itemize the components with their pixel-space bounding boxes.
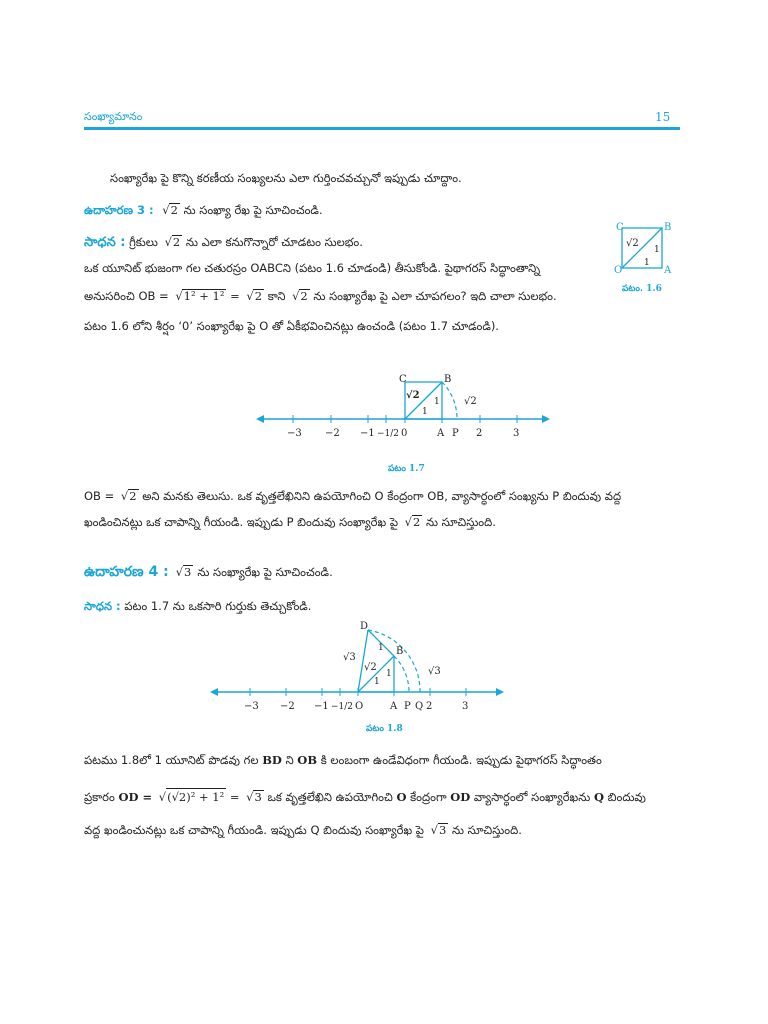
od-label: OD =: [118, 790, 153, 804]
figure-1-7: [256, 370, 550, 450]
tick-label-2: 2: [426, 701, 433, 712]
tick-label-3: 3: [462, 701, 469, 712]
example-4: [84, 564, 333, 580]
ob-label: √2: [364, 662, 377, 673]
equals-sign: =: [230, 289, 240, 303]
od-label: √3: [343, 652, 356, 663]
solution-4: [84, 598, 311, 614]
vertex-a: A: [664, 265, 672, 276]
solution-3-text-b: ను ఎలా కనుగొన్నారో చూడటం సులభం.: [185, 235, 363, 249]
equals-sign: =: [229, 790, 240, 804]
arc-ob-to-p: [442, 382, 457, 419]
side-label-oa: 1: [644, 258, 650, 268]
ob-line-2-root: √ 2: [412, 515, 423, 529]
tick-label-minus-half: −1/2: [331, 702, 354, 712]
page-number: 15: [655, 110, 671, 124]
left-arrow-icon: [210, 688, 218, 696]
tick-label-minus-2: −2: [325, 428, 340, 439]
final-line-2-c: కేంద్రంగా: [410, 790, 447, 804]
tick-label-a: A: [437, 428, 445, 439]
final-line-2-e: బిందువు: [607, 790, 646, 804]
tick-label-o: O: [355, 701, 364, 712]
intro-paragraph: సంఖ్యారేఖ పై కొన్ని కరణీయ సంఖ్యలను ఎలా గుర్తించవచ్చునో ఇప్పుడు చూద్దాం.: [110, 171, 462, 185]
segment-bd-label: BD: [262, 753, 282, 767]
ob-paragraph-line-2: [84, 514, 496, 530]
ob-paragraph-line-1: [84, 488, 621, 504]
arc-label: √3: [428, 666, 441, 677]
tick-label-3: 3: [513, 428, 520, 439]
figure-1-8-caption: పటం 1.8: [366, 724, 403, 734]
tick-label-minus-half: −1/2: [377, 429, 400, 439]
ob-line-1-b: అని మనకు తెలుసు. ఒక వృత్తలేఖినిని ఉపయోగించి O కేంద్రంగా OB, వ్యాసార్ధంలో సంఖ్యను P బిందువు వద్ద: [142, 489, 622, 503]
tick-label-p: P: [404, 701, 411, 712]
final-paragraph-line-2: [84, 788, 646, 805]
side-label-ab: 1: [654, 245, 660, 255]
od-root-3: √ 3: [253, 790, 264, 804]
solution-3-root: √ 2: [172, 235, 183, 249]
vertex-c: C: [616, 222, 624, 233]
solution-3-line-1: [84, 234, 363, 251]
final-line-3-a: వద్ద ఖండించునట్లు ఒక చాపాన్ని గీయండి. ఇప్పుడు Q బిందువు సంఖ్యారేఖ పై: [84, 823, 424, 837]
example-3-text: ను సంఖ్యా రేఖ పై సూచించండి.: [183, 203, 323, 217]
vertex-c: C: [399, 374, 407, 385]
od-root-expression: √ (√2)² + 1²: [166, 788, 226, 805]
solution-3-line-3-c: ను సంఖ్యారేఖ పై ఎలా చూపగలం? ఇది చాలా సులభం.: [313, 289, 557, 303]
vertex-o: O: [614, 265, 623, 276]
ob-line-2-a: ఖండించినట్లు ఒక చాపాన్ని గీయండి. ఇప్పుడు P బిందువు సంఖ్యారేఖ పై: [84, 515, 398, 529]
tick-label-minus-1: −1: [360, 428, 375, 439]
solution-3-text-a: గ్రీకులు: [129, 235, 158, 249]
final-line-1-b: ని: [285, 753, 294, 767]
ob-root-expression: √ 1² + 1²: [182, 289, 226, 303]
solution-3-line-3-b: కాని: [267, 289, 286, 303]
final-line-1-a: పటము 1.8లో 1 యూనిట్ పొడవు గల: [84, 753, 259, 767]
solution-3-line-3-a: అనుసరించి OB =: [84, 289, 169, 303]
vertex-d: D: [360, 621, 369, 632]
solution-4-label: సాధన :: [84, 599, 121, 613]
figure-1-6-caption: పటం. 1.6: [622, 284, 662, 294]
tick-label-a: A: [390, 701, 398, 712]
tick-label-0: 0: [401, 428, 408, 439]
solution-3-label: సాధన :: [84, 235, 126, 250]
left-arrow-icon: [256, 415, 264, 423]
radius-od: OD: [450, 790, 471, 804]
final-paragraph-line-1: [84, 752, 602, 768]
example-4-label: ఉదాహరణ 4 :: [84, 564, 169, 580]
point-q: Q: [593, 790, 604, 804]
solution-3-line-4: పటం 1.6 లోని శీర్షం ‘0’ సంఖ్యారేఖ పై O తో ఏకీభవించినట్లు ఉంచండి (పటం 1.7 చూడండి).: [84, 319, 499, 333]
tick-label-minus-3: −3: [287, 428, 302, 439]
ob-line-1-root: √ 2: [128, 489, 139, 503]
side-label-1: 1: [434, 397, 440, 407]
figure-1-7-caption: పటం 1.7: [388, 464, 425, 474]
ob-root-2: √ 2: [253, 289, 264, 303]
final-paragraph-line-3: [84, 822, 522, 838]
center-o: O: [396, 790, 407, 804]
vertex-b: B: [664, 222, 672, 233]
example-3: [84, 202, 323, 218]
final-line-3-b: ను సూచిస్తుంది.: [451, 823, 522, 837]
right-arrow-icon: [542, 415, 550, 423]
right-arrow-icon: [496, 688, 504, 696]
final-line-2-b: ఒక వృత్తలేఖిని ఉపయోగించి: [267, 790, 393, 804]
root-2-inline: √ 2: [299, 289, 310, 303]
vertex-b: B: [444, 374, 452, 385]
bd-label: 1: [378, 643, 384, 653]
running-title: సంఖ్యామానం: [84, 110, 143, 123]
figure-1-6: [608, 218, 680, 280]
final-line-2-a: ప్రకారం: [84, 790, 115, 804]
tick-label-minus-1: −1: [314, 701, 329, 712]
header-rule: [84, 127, 680, 130]
ob-line-2-b: ను సూచిస్తుంది.: [425, 515, 496, 529]
final-line-2-d: వ్యాసార్ధంలో సంఖ్యారేఖను: [473, 790, 591, 804]
diagonal-label: √2: [406, 390, 420, 401]
example-4-text: ను సంఖ్యారేఖ పై సూచించండి.: [197, 565, 333, 579]
solution-3-line-2: ఒక యూనిట్ భుజంగా గల చతురస్రం OABCని (పటం 1.6 చూడండి) తీసుకోండి. పైథాగరస్ సిద్ధాంతాన్ని: [84, 261, 541, 275]
final-line-1-c: కి లంబంగా ఉండేవిధంగా గీయండి. ఇప్పుడు పైథాగరస్ సిద్ధాంతం: [320, 753, 602, 767]
solution-3-line-3: [84, 288, 557, 304]
figure-1-8: [210, 616, 504, 720]
ab-label: 1: [386, 669, 392, 679]
tick-label-q: Q: [415, 701, 424, 712]
arc-label: √2: [464, 396, 477, 407]
example-3-root: √ 2: [169, 203, 180, 217]
tick-label-minus-2: −2: [280, 701, 295, 712]
tick-label-2: 2: [476, 428, 483, 439]
tick-label-minus-3: −3: [244, 701, 259, 712]
diagonal-label: √2: [626, 238, 639, 249]
final-root-3: √ 3: [438, 823, 449, 837]
solution-4-text: పటం 1.7 ను ఒకసారి గుర్తుకు తెచ్చుకోండి.: [124, 599, 312, 613]
oa-label: 1: [374, 677, 380, 687]
arc-ob-to-p: [394, 656, 409, 692]
tick-label-p: P: [452, 428, 459, 439]
ob-line-1-a: OB =: [84, 489, 115, 503]
segment-ob-label: OB: [297, 753, 318, 767]
example-3-label: ఉదాహరణ 3 :: [84, 203, 154, 217]
vertex-b: B: [396, 646, 404, 657]
side-label-2: 1: [422, 407, 428, 417]
example-4-root: √ 3: [183, 565, 194, 579]
